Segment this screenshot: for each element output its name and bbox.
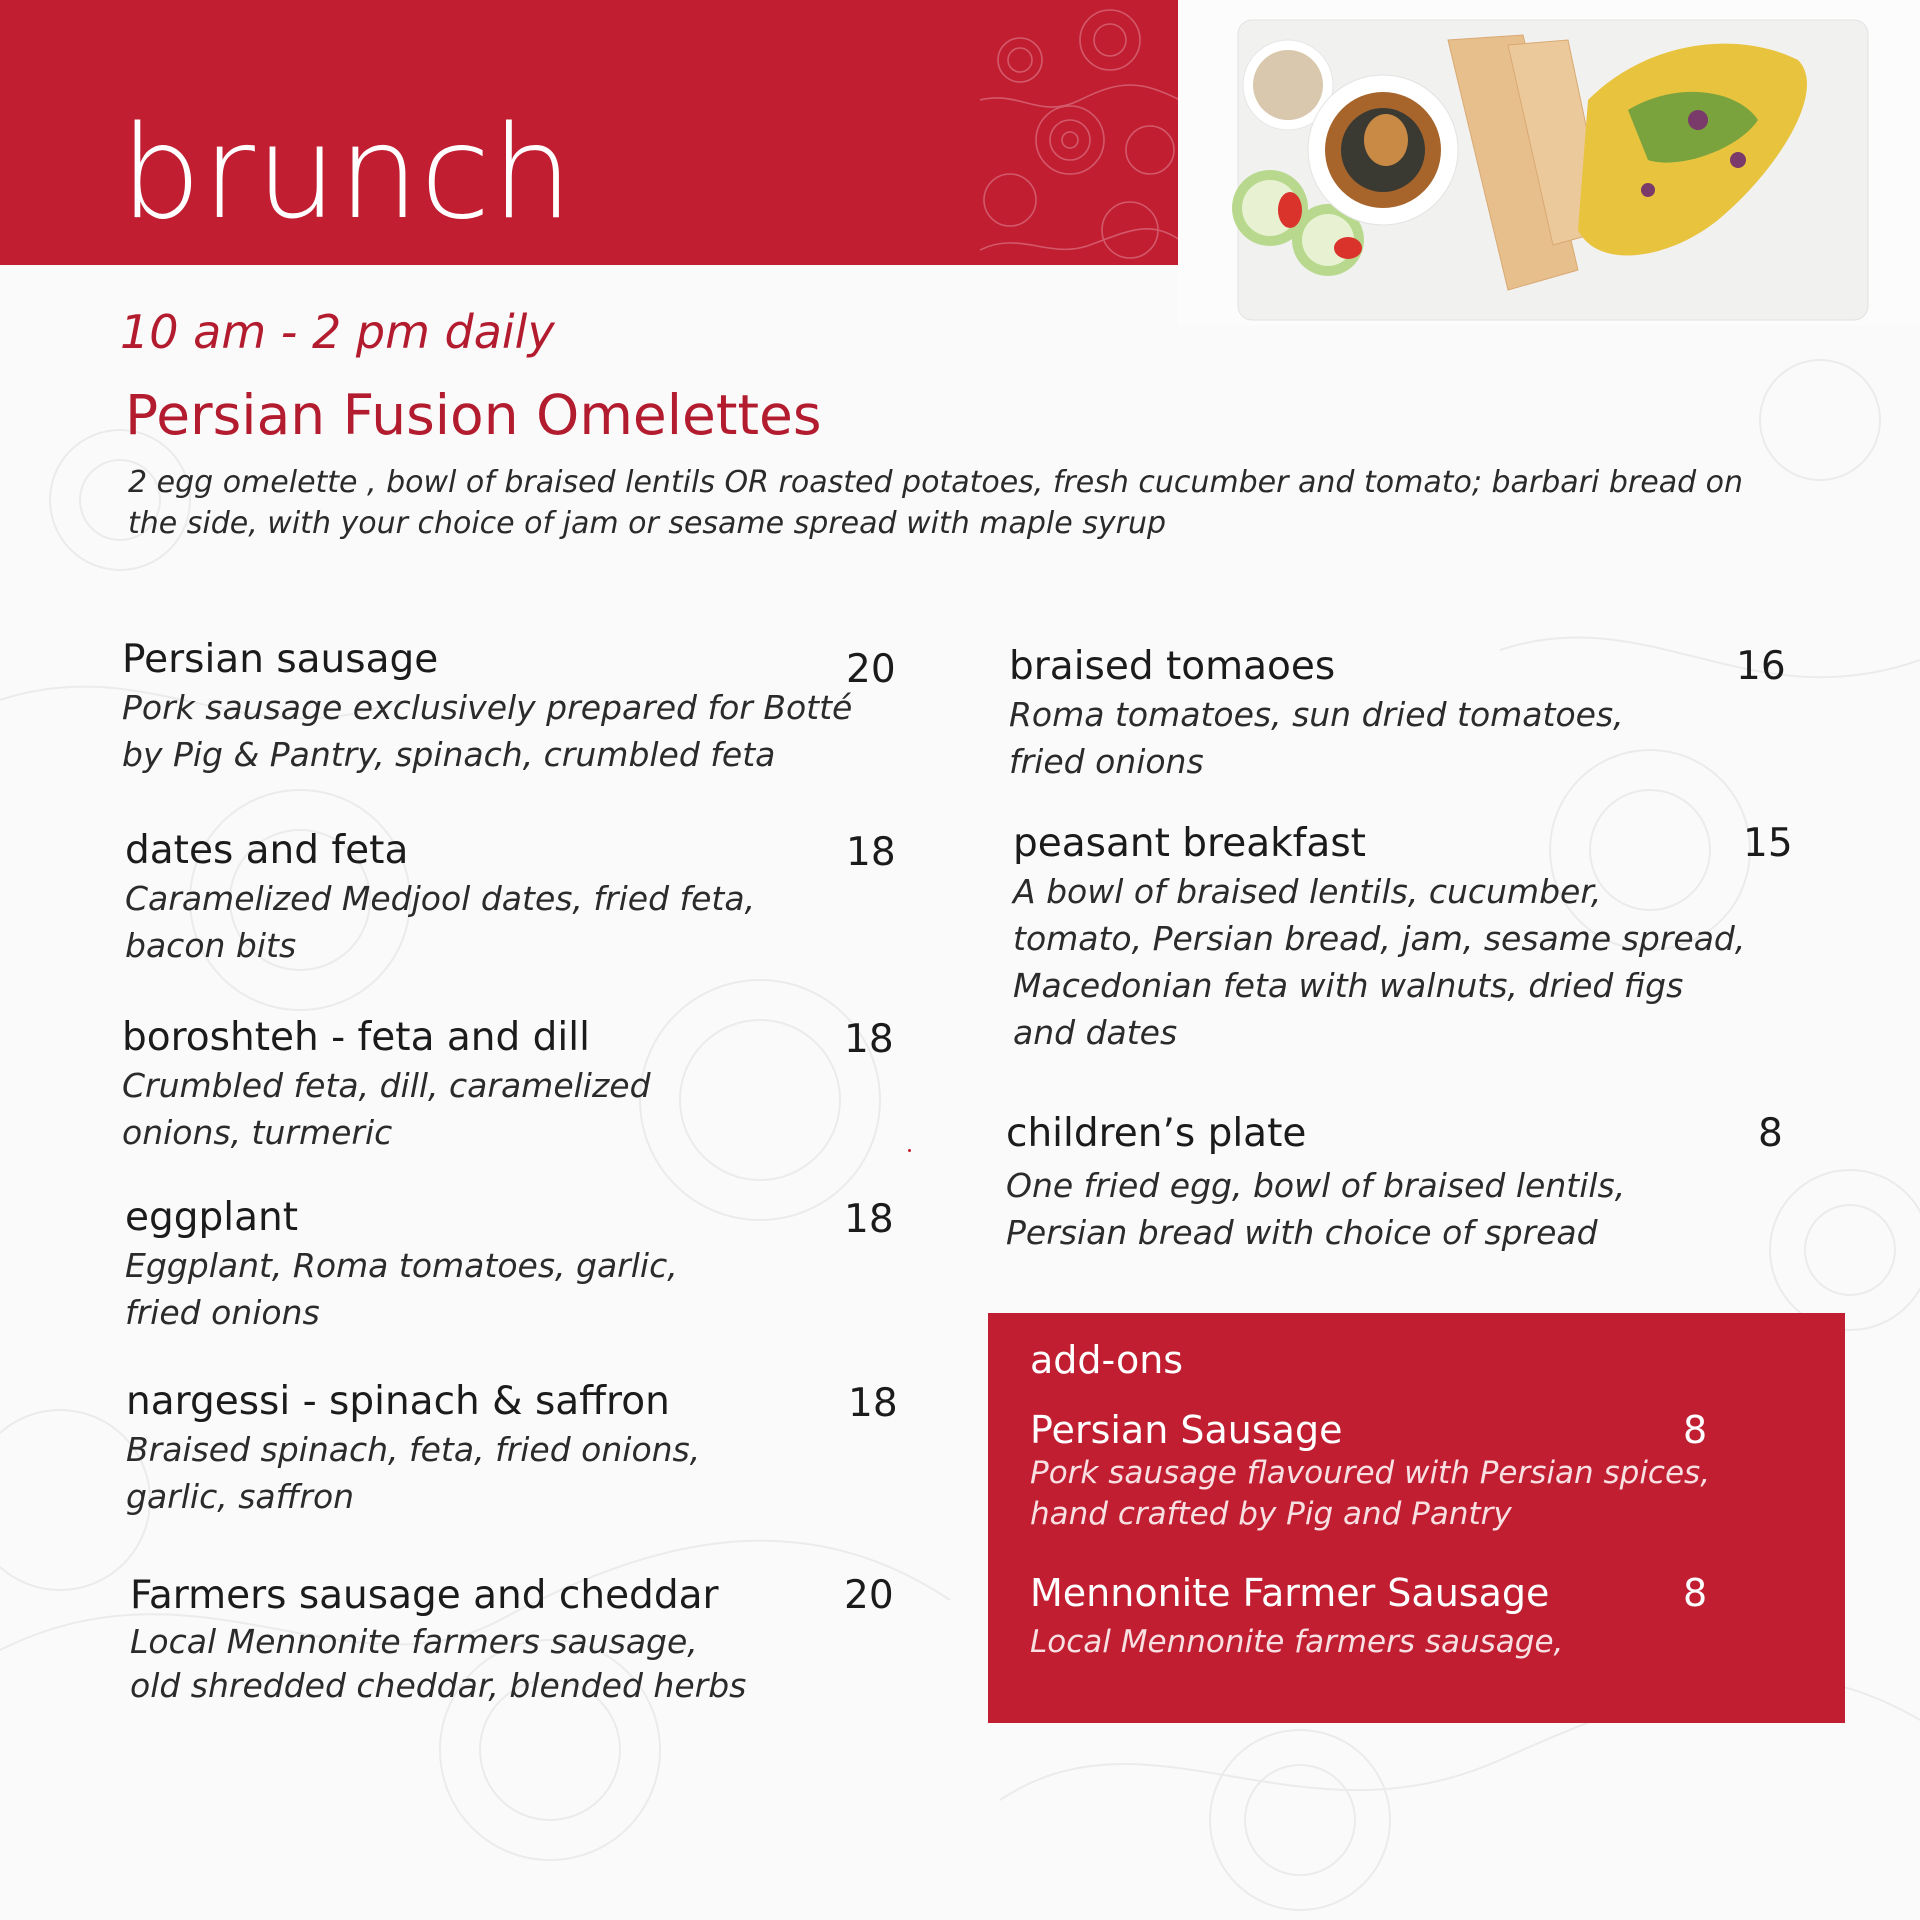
menu-item — [125, 1194, 985, 1336]
addons-heading: add-ons — [1030, 1338, 1184, 1382]
section-description: 2 egg omelette , bowl of braised lentils OR roasted potatoes, fresh cucumber and tomato; barbari bread on the side, with your choice of jam or sesame spread with maple syrup — [128, 465, 1744, 541]
desc-line: Pork sausage exclusively prepared for Botté — [122, 688, 853, 727]
item-price: 16 — [1736, 644, 1786, 689]
addons-box — [988, 1313, 1845, 1723]
desc-line: Pork sausage flavoured with Persian spices, — [1030, 1455, 1711, 1491]
item-description — [1009, 691, 1869, 785]
desc-line: onions, turmeric — [122, 1113, 393, 1152]
item-name: dates and feta — [125, 828, 409, 873]
item-description — [126, 1426, 986, 1520]
addon-item — [1030, 1570, 1790, 1663]
addon-item — [1030, 1407, 1790, 1535]
addon-description — [1030, 1622, 1790, 1663]
desc-line: Eggplant, Roma tomatoes, garlic, — [125, 1246, 678, 1285]
addon-name: Persian Sausage — [1030, 1408, 1343, 1452]
item-description — [125, 1242, 985, 1336]
desc-line: Caramelized Medjool dates, fried feta, — [125, 879, 756, 918]
desc-line: fried onions — [1009, 742, 1204, 781]
item-description — [122, 1062, 982, 1156]
item-price: 18 — [844, 1197, 894, 1242]
addon-name: Mennonite Farmer Sausage — [1030, 1571, 1550, 1615]
desc-line: tomato, Persian bread, jam, sesame spread, — [1013, 919, 1746, 958]
item-name: nargessi - spinach & saffron — [126, 1379, 670, 1424]
header-pattern — [980, 0, 1180, 265]
desc-line: Braised spinach, feta, fried onions, — [126, 1430, 701, 1469]
desc-line: Local Mennonite farmers sausage, — [1030, 1624, 1564, 1660]
desc-line: A bowl of braised lentils, cucumber, — [1013, 872, 1602, 911]
menu-item — [130, 1572, 990, 1708]
item-price: 18 — [846, 830, 896, 875]
item-name: peasant breakfast — [1013, 821, 1366, 866]
item-price: 18 — [844, 1017, 894, 1062]
page-title: brunch — [120, 99, 574, 248]
item-price: 8 — [1758, 1111, 1783, 1156]
addon-price: 8 — [1683, 1571, 1708, 1615]
desc-line: fried onions — [125, 1293, 320, 1332]
item-description — [125, 875, 985, 969]
item-description — [130, 1620, 990, 1708]
service-hours: 10 am - 2 pm daily — [120, 305, 555, 359]
item-price: 15 — [1743, 821, 1793, 866]
desc-line: Roma tomatoes, sun dried tomatoes, — [1009, 695, 1624, 734]
menu-item — [1009, 643, 1869, 785]
item-name: boroshteh - feta and dill — [122, 1015, 590, 1060]
menu-item — [125, 827, 985, 969]
desc-line: Persian bread with choice of spread — [1006, 1213, 1598, 1252]
item-name: Farmers sausage and cheddar — [130, 1573, 719, 1618]
item-description — [1006, 1162, 1866, 1256]
menu-item — [122, 1014, 982, 1156]
menu-item — [126, 1378, 986, 1520]
decorative-dot — [908, 1149, 911, 1152]
desc-line: bacon bits — [125, 926, 297, 965]
section-title: Persian Fusion Omelettes — [125, 383, 822, 447]
item-price: 18 — [848, 1381, 898, 1426]
menu-item — [122, 636, 982, 778]
item-name: Persian sausage — [122, 637, 439, 682]
item-name: braised tomaoes — [1009, 644, 1336, 689]
menu-item — [1013, 820, 1873, 1056]
item-description — [1013, 868, 1873, 1056]
desc-line: Local Mennonite farmers sausage, — [130, 1622, 698, 1661]
item-price: 20 — [846, 647, 896, 692]
addon-description — [1030, 1453, 1790, 1535]
item-name: children’s plate — [1006, 1111, 1307, 1156]
desc-line: One fried egg, bowl of braised lentils, — [1006, 1166, 1626, 1205]
desc-line: garlic, saffron — [126, 1477, 355, 1516]
item-description — [122, 684, 982, 778]
brunch-plate-photo — [1178, 0, 1920, 325]
desc-line: and dates — [1013, 1013, 1178, 1052]
addon-price: 8 — [1683, 1408, 1708, 1452]
desc-line: hand crafted by Pig and Pantry — [1030, 1496, 1512, 1532]
desc-line: by Pig & Pantry, spinach, crumbled feta — [122, 735, 776, 774]
desc-line: Crumbled feta, dill, caramelized — [122, 1066, 651, 1105]
item-price: 20 — [844, 1573, 894, 1618]
menu-item — [1006, 1110, 1866, 1256]
desc-line: Macedonian feta with walnuts, dried figs — [1013, 966, 1684, 1005]
item-name: eggplant — [125, 1195, 299, 1240]
desc-line: old shredded cheddar, blended herbs — [130, 1666, 747, 1705]
